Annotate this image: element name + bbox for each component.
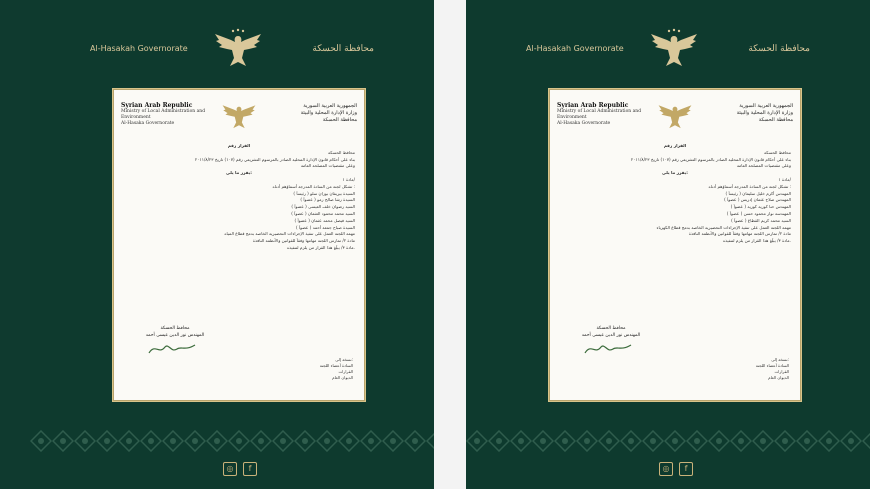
doc-line: يقرر ما يلي: [662,170,688,176]
doc-cc-list [729,357,789,381]
doc-line: وعلى مقتضيات المصلحة العامة [300,163,355,169]
doc-line: القرار رقم [663,143,687,148]
doc-line: المهندسة نوار محمود حسن ( عضواً ) [726,210,791,216]
doc-line: مادة ١/ [778,176,791,182]
doc-line: السيد محمد كريم القطاع ( عضواً ) [731,217,791,223]
doc-cc-item: الديوان العام [332,375,353,380]
doc-line: المهندس صلاح عثمان إدريس ( عضواً ) [724,197,791,203]
panel-divider [434,0,466,489]
doc-line: القرار رقم [227,143,251,148]
doc-letterhead-ar [693,103,793,124]
doc-eagle-icon [657,101,693,131]
instagram-icon[interactable]: ◎ [223,462,237,476]
doc-line: المهندس أكرم خليل سليمان ( رئيساً ) [725,190,791,196]
decision-document [548,88,802,402]
doc-line: بناء على أحكام قانون الإدارة المحلية الصادر بالمرسوم التشريعي رقم (١٠٧) تاريخ ٢٠١١/٨/٢٣ [194,156,355,162]
doc-line: مهمة اللجنة العمل على تنفيذ الإجراءات التحضيرية الخاصة بدمج قطاع الكهرباء [656,224,791,230]
doc-country-ar: الجمهورية العربية السورية [303,103,357,109]
doc-governorate-en: Al-Hasaka Governorate [557,121,611,126]
doc-governorate-ar: محافظة الحسكة [758,117,793,123]
doc-line: السيد رضوان خلف العيسى ( عضواً ) [291,204,355,210]
doc-line: تشكل لجنة من السادة المدرجة أسماؤهم أدناه : [708,183,791,189]
doc-signature-title: محافظ الحسكة [160,326,190,331]
handwritten-signature-icon [583,341,633,357]
header-title-en: Al-Hasakah Governorate [526,44,624,53]
facebook-icon[interactable]: f [679,462,693,476]
doc-line: محافظ الحسكة [764,149,791,155]
eagle-emblem-icon [649,28,699,70]
header-title-ar: محافظة الحسكة [748,44,810,54]
doc-eagle-icon [221,101,257,131]
doc-governorate-en: Al-Hasaka Governorate [121,121,175,126]
doc-line: السيد محمد محمود العثمان ( عضواً ) [291,210,355,216]
doc-ministry-en: Ministry of Local Administration and Environment [557,109,642,120]
doc-cc-item: الديوان العام [768,375,789,380]
doc-cc-item: القرارات [338,369,353,374]
doc-cc-title: نسخة إلى: [335,357,353,362]
doc-cc-list [293,357,353,381]
doc-signature-title: محافظ الحسكة [596,326,626,331]
social-links [466,462,870,476]
ornament-band-icon [466,430,870,452]
doc-line: مادة ٢/ تمارس اللجنة مهامها وفقاً للقوانين والأنظمة النافذة [252,238,355,244]
post-panel-left [30,0,434,489]
doc-governorate-ar: محافظة الحسكة [322,117,357,123]
doc-line: مهمة اللجنة العمل على تنفيذ الإجراءات التحضيرية الخاصة بدمج قطاع المياه [224,231,355,237]
doc-line: السيدة رشا صالح رمو ( عضواً ) [300,197,355,203]
doc-line: مادة ٢/ تمارس اللجنة مهامها وفقاً للقوانين والأنظمة النافذة [688,231,791,237]
doc-country-ar: الجمهورية العربية السورية [739,103,793,109]
doc-line: وعلى مقتضيات المصلحة العامة [736,163,791,169]
doc-line: السيدة بيريفان بوزان سلو ( رئيساً ) [293,190,355,196]
doc-letterhead-en [121,103,221,127]
doc-letterhead-en [557,103,657,127]
doc-line: مادة ٣/ يبلّغ هذا القرار من يلزم لتنفيذه. [286,244,355,250]
doc-signature-name: المهندس نور الدين عيسى أحمد [145,333,205,338]
doc-signature-block [135,325,215,339]
doc-line: المهندس حنا كوريه كوريه ( عضواً ) [730,204,791,210]
governorate-header [30,24,434,74]
doc-body [559,143,791,245]
doc-ministry-ar: وزارة الإدارة المحلية والبيئة [736,110,793,116]
governorate-header [466,24,870,74]
doc-letterhead-ar [257,103,357,124]
doc-line: مادة ١/ [342,176,355,182]
doc-cc-item: السادة أعضاء اللجنة [755,363,789,368]
doc-body [123,143,355,252]
doc-signature-block [571,325,651,339]
handwritten-signature-icon [147,341,197,357]
social-links [30,462,434,476]
facebook-icon[interactable]: f [243,462,257,476]
eagle-emblem-icon [213,28,263,70]
doc-cc-title: نسخة إلى: [771,357,789,362]
header-title-ar: محافظة الحسكة [312,44,374,54]
instagram-icon[interactable]: ◎ [659,462,673,476]
ornament-band-icon [30,430,434,452]
doc-line: محافظ الحسكة [328,149,355,155]
decision-document [112,88,366,402]
post-panel-right [466,0,870,489]
header-title-en: Al-Hasakah Governorate [90,44,188,53]
doc-signature-name: المهندس نور الدين عيسى أحمد [581,333,641,338]
doc-line: بناء على أحكام قانون الإدارة المحلية الصادر بالمرسوم التشريعي رقم (١٠٧) تاريخ ٢٠١١/٨/٢٣ [630,156,791,162]
doc-line: السيدة صباح جمعة أحمد ( عضواً ) [296,224,355,230]
doc-line: السيد فيصل محمد عثمان ( عضواً ) [294,217,355,223]
doc-line: يقرر ما يلي: [226,170,252,176]
doc-line: تشكل لجنة من السادة المدرجة أسماؤهم أدناه : [272,183,355,189]
doc-line: مادة ٣/ يبلّغ هذا القرار من يلزم لتنفيذه. [722,238,791,244]
doc-country-en: Syrian Arab Republic [557,102,629,109]
doc-country-en: Syrian Arab Republic [121,102,193,109]
doc-ministry-ar: وزارة الإدارة المحلية والبيئة [300,110,357,116]
doc-ministry-en: Ministry of Local Administration and Environment [121,109,206,120]
doc-cc-item: القرارات [774,369,789,374]
doc-cc-item: السادة أعضاء اللجنة [319,363,353,368]
